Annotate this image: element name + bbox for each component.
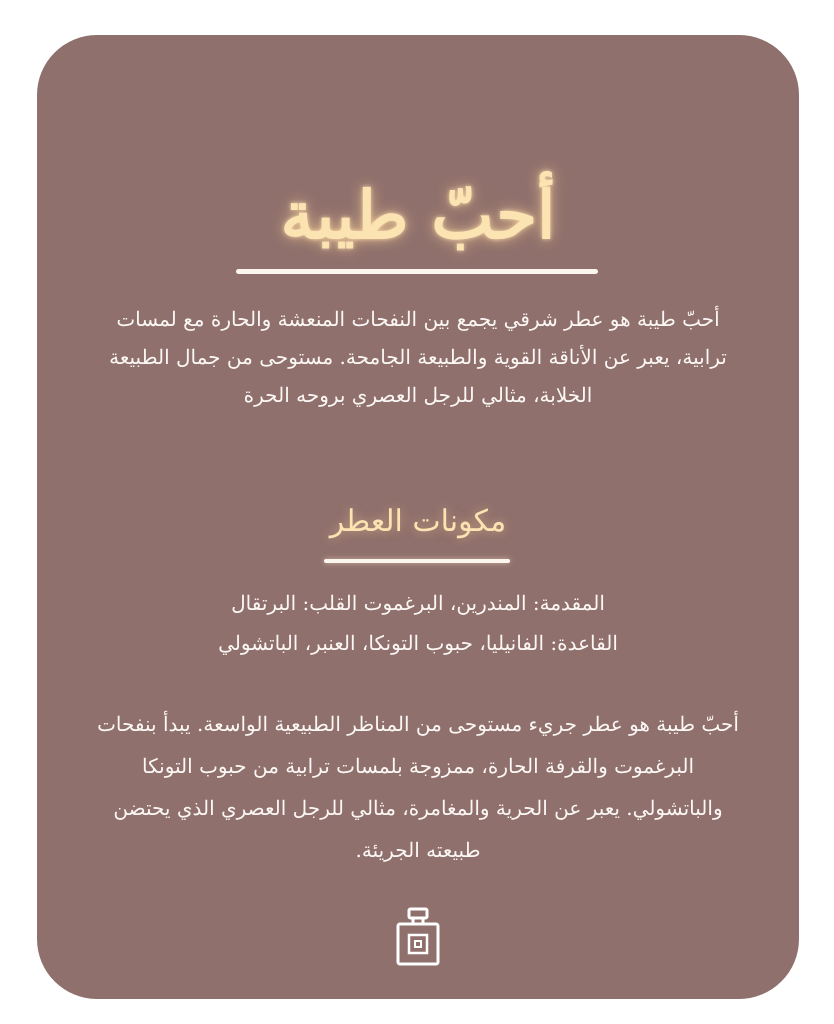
product-title: أحبّ طيبة xyxy=(280,176,556,254)
product-card xyxy=(37,35,799,999)
notes-base: القاعدة: الفانيليا، حبوب التونكا، العنبر، الباتشولي xyxy=(218,631,618,655)
product-intro: أحبّ طيبة هو عطر شرقي يجمع بين النفحات المنعشة والحارة مع لمسات ترابية، يعبر عن الأناقة القوية والطبيعة الجامحة. مستوحى من جمال الطبيعة الخلابة، مثالي للرجل العصري بروحه الحرة xyxy=(109,307,727,407)
fragrance-notes xyxy=(97,583,739,663)
perfume-bottle-icon xyxy=(395,907,441,967)
notes-heading: مكونات العطر xyxy=(329,504,507,539)
notes-divider xyxy=(324,559,510,563)
product-description: أحبّ طيبة هو عطر جريء مستوحى من المناظر الطبيعية الواسعة. يبدأ بنفحات البرغموت والقرفة الحارة، ممزوجة بلمسات ترابية من حبوب التونكا والباتشولي. يعبر عن الحرية والمغامرة، مثالي للرجل العصري الذي يحتضن طبيعته الجريئة. xyxy=(97,712,739,862)
title-divider xyxy=(236,269,598,274)
notes-top-heart: المقدمة: المندرين، البرغموت القلب: البرتقال xyxy=(231,591,605,615)
